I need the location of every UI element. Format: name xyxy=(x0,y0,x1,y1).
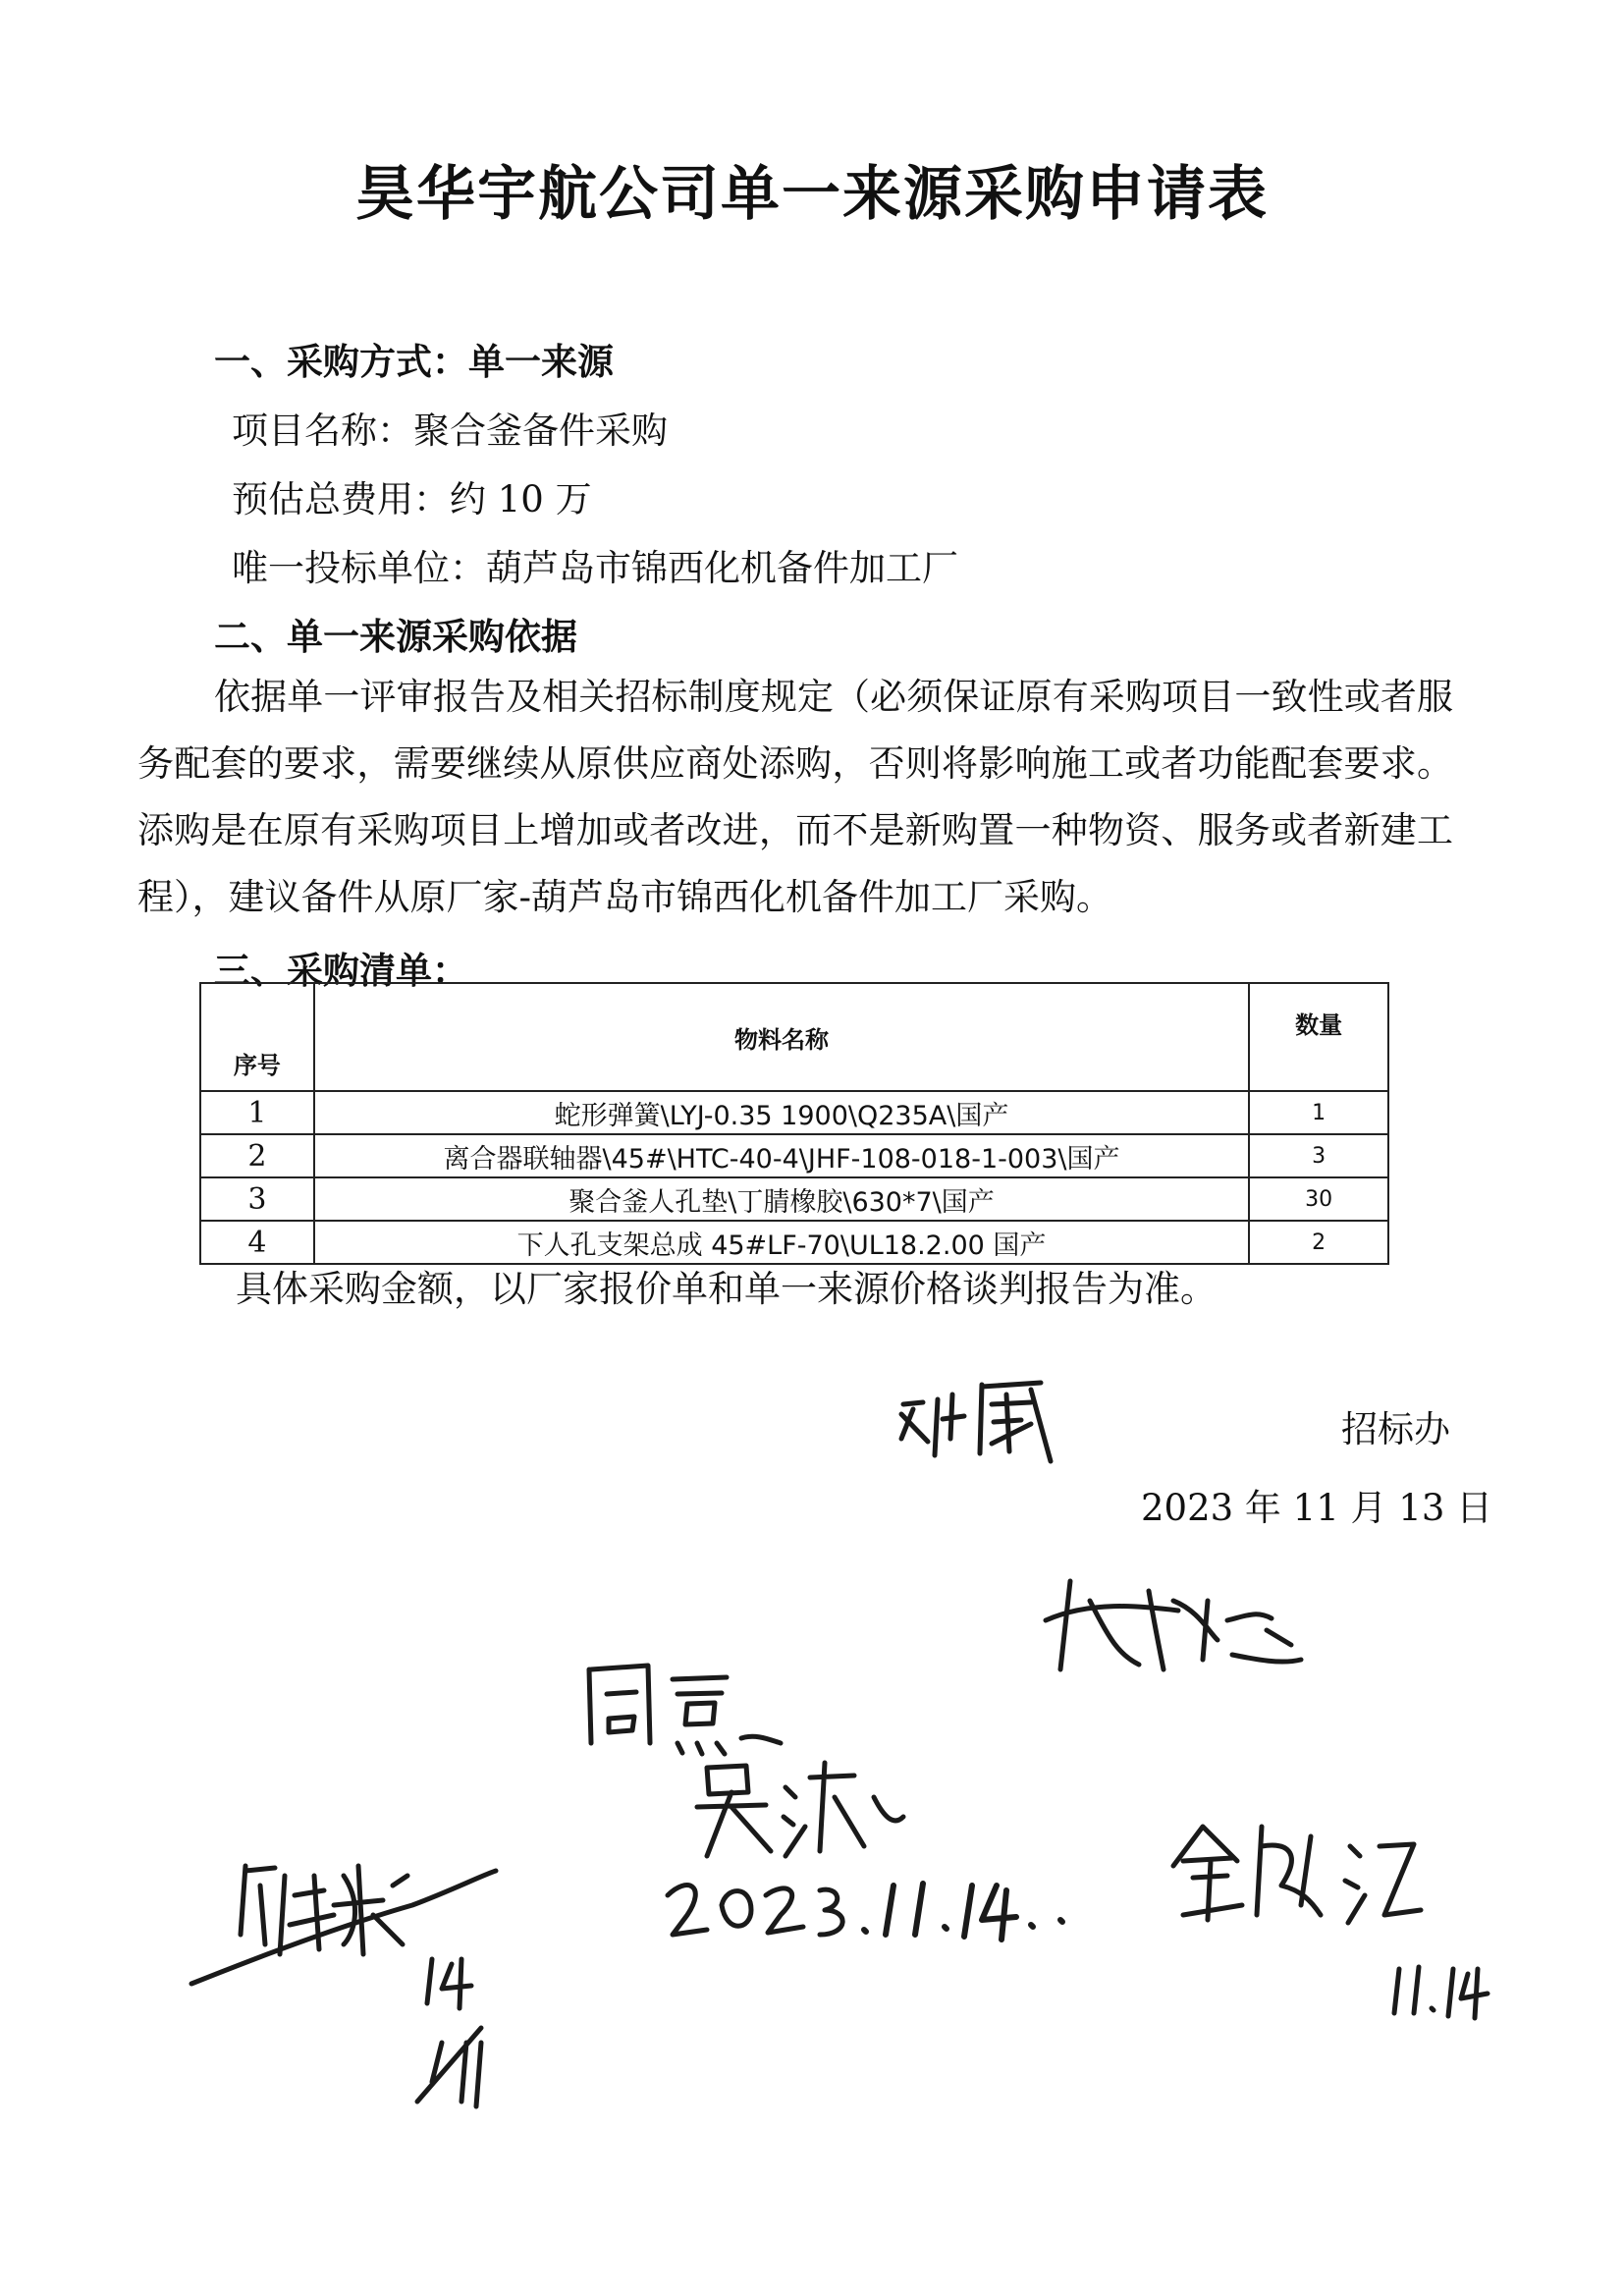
row-material-name: 下人孔支架总成 45#LF-70\UL18.2.00 国产 xyxy=(314,1221,1249,1264)
row-seq: 3 xyxy=(200,1177,314,1221)
header-seq: 序号 xyxy=(200,983,314,1091)
row-material-name: 聚合釜人孔垫\丁腈橡胶\630*7\国产 xyxy=(314,1177,1249,1221)
row-seq: 4 xyxy=(200,1221,314,1264)
date-right-handwriting xyxy=(1384,1949,1492,2028)
estimated-cost: 预估总费用：约 10 万 xyxy=(232,478,592,520)
signature-top-right xyxy=(1031,1561,1316,1689)
row-quantity: 2 xyxy=(1249,1221,1388,1264)
table-header-row xyxy=(200,983,1388,1091)
row-seq: 2 xyxy=(200,1134,314,1177)
section2-heading: 二、单一来源采购依据 xyxy=(214,616,577,658)
table-row xyxy=(200,1221,1388,1264)
table-row xyxy=(200,1177,1388,1221)
table-note: 具体采购金额，以厂家报价单和单一来源价格谈判报告为准。 xyxy=(236,1268,1217,1310)
section1-heading: 一、采购方式：单一来源 xyxy=(214,341,614,383)
section2-body: 依据单一评审报告及相关招标制度规定（必须保证原有采购项目一致性或者服务配套的要求，需要继续从原供应商处添购，否则将影响施工或者功能配套要求。添购是在原有采购项目上增加或者改进，而不是新购置一种物资、服务或者新建工程），建议备件从原厂家-葫芦岛市锦西化机备件加工厂采购。 xyxy=(137,676,1453,918)
row-quantity: 30 xyxy=(1249,1177,1388,1221)
header-material-name: 物料名称 xyxy=(314,983,1249,1091)
row-material-name: 蛇形弹簧\LYJ-0.35 1900\Q235A\国产 xyxy=(314,1091,1249,1134)
table-row xyxy=(200,1134,1388,1177)
document-title: 昊华宇航公司单一来源采购申请表 xyxy=(355,160,1269,229)
procurement-table xyxy=(199,982,1389,1265)
row-quantity: 3 xyxy=(1249,1134,1388,1177)
department-label: 招标办 xyxy=(1341,1408,1450,1450)
document-date: 2023 年 11 月 13 日 xyxy=(1141,1487,1493,1529)
project-name: 项目名称：聚合釜备件采购 xyxy=(232,410,668,452)
signature-wu xyxy=(687,1748,913,1866)
approval-date-handwriting xyxy=(658,1856,1110,1954)
row-material-name: 离合器联轴器\45#\HTC-40-4\JHF-108-018-1-003\国产 xyxy=(314,1134,1249,1177)
sole-bidder: 唯一投标单位：葫芦岛市锦西化机备件加工厂 xyxy=(232,547,958,589)
table-row xyxy=(200,1091,1388,1134)
row-quantity: 1 xyxy=(1249,1091,1388,1134)
date-left-handwriting xyxy=(412,1944,520,2111)
signature-jin xyxy=(1164,1807,1429,1935)
row-seq: 1 xyxy=(200,1091,314,1134)
signature-liu-wei xyxy=(884,1365,1070,1473)
section3-heading: 三、采购清单： xyxy=(214,950,468,992)
header-quantity: 数量 xyxy=(1249,983,1388,1091)
